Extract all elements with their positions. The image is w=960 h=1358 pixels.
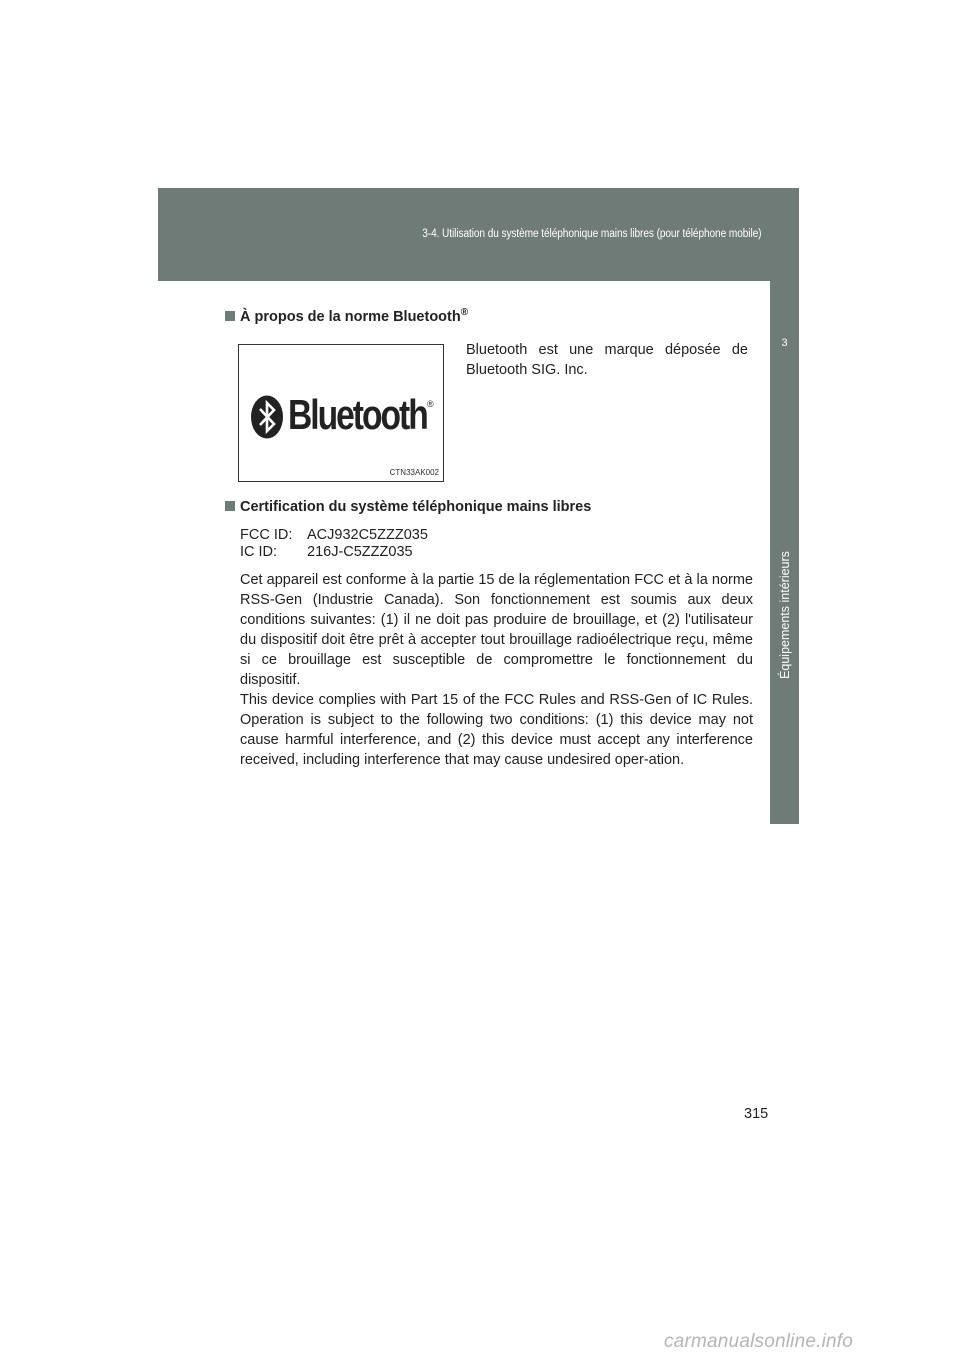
chapter-label: Équipements intérieurs (777, 550, 792, 679)
bluetooth-rune-icon (250, 395, 284, 439)
certification-heading-text: Certification du système téléphonique mains libres (240, 499, 592, 515)
ic-id-value: 216J-C5ZZZ035 (307, 544, 413, 560)
square-bullet-icon (225, 501, 235, 511)
registered-mark: ® (460, 307, 469, 318)
bluetooth-heading (225, 307, 468, 325)
paragraph-french: Cet appareil est conforme à la partie 15 de la réglementation FCC et à la norme RSS-Gen (Industrie Canada). Son fonctionnement est soumis aux deux conditions suivantes: (1) il ne doit pas produire de brouillage, et (2) l'utilisateur du dispositif doit être prêt à accepter tout brouillage radioélectrique reçu, même si ce brouillage est susceptible de compromettre le fonctionnement du dispositif. (240, 572, 753, 688)
bluetooth-logo-figure (238, 344, 444, 482)
watermark: carmanualsonline.info (664, 1331, 854, 1352)
bluetooth-description: Bluetooth est une marque déposée de Bluetooth SIG. Inc. (466, 342, 748, 378)
square-bullet-icon (225, 311, 235, 321)
header-band (158, 188, 799, 281)
ic-id-row (240, 544, 413, 560)
paragraph-english: This device complies with Part 15 of the FCC Rules and RSS-Gen of IC Rules. Operation is subject to the following two conditions: (1) this device may not cause harmful interference, and (2) this device must accept any interference received, including interference that may cause undesired oper-ation. (240, 692, 753, 768)
logo-registered-mark: ® (427, 399, 434, 409)
page-number: 315 (744, 1106, 769, 1122)
ic-id-label: IC ID: (240, 544, 278, 560)
certification-heading (225, 499, 591, 515)
figure-code: CTN33AK002 (389, 468, 439, 477)
bluetooth-heading-text: À propos de la norme Bluetooth (240, 309, 461, 325)
chapter-number: 3 (770, 281, 799, 405)
fcc-id-value: ACJ932C5ZZZ035 (307, 527, 428, 543)
chapter-label-wrap (770, 405, 799, 824)
bluetooth-wordmark: Bluetooth (288, 391, 427, 438)
fcc-id-row (240, 527, 428, 543)
fcc-id-label: FCC ID: (240, 527, 293, 543)
breadcrumb: 3-4. Utilisation du système téléphonique mains libres (pour téléphone mobile) (421, 228, 761, 240)
